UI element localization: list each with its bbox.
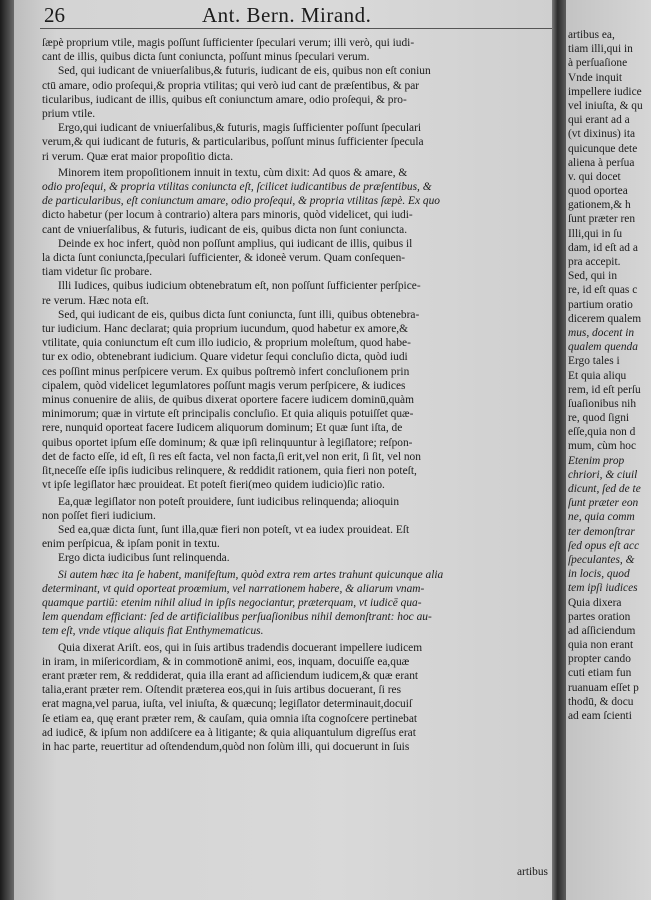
- facing-text-line: ad eam ſcienti: [568, 710, 632, 722]
- facing-text-line: à perſuaſione: [568, 57, 628, 70]
- text-line: tiam videtur ſic probare.: [42, 266, 153, 279]
- facing-text-line: dam, id eſt ad a: [568, 241, 638, 254]
- text-line: ri verum. Quæ erat maior propoſitio dicta.: [42, 150, 234, 163]
- facing-text-line: Etenim prop: [568, 454, 625, 467]
- facing-text-line: qualem quenda: [568, 341, 638, 354]
- facing-text-line: ſuaſionibus nih: [568, 397, 637, 410]
- text-line: vt ipſe legiſlator hæc prouideat. Et poteſt fieri(meo quidem iudicio)ſic ratio.: [42, 479, 385, 492]
- catchword: artibus: [516, 866, 548, 878]
- facing-text-line: impellere iudice: [568, 85, 642, 98]
- facing-text-line: qui erant ad a: [568, 114, 630, 127]
- facing-text-line: Vnde inquit: [568, 71, 623, 84]
- facing-text-line: ſunt præter eon: [568, 497, 639, 510]
- facing-text-line: mum, cùm hoc: [568, 440, 637, 453]
- text-line: tur iudicium. Hanc declarat; quia proprium iucundum, quod habetur ex amore,&: [42, 323, 408, 336]
- binding-gutter: [0, 0, 14, 900]
- text-line: enim perſpicua, & ipſam ponit in textu.: [42, 538, 220, 551]
- text-line: verum,& qui iudicant de futuris, & particularibus, poſſunt minus ſufficienter ſpecula: [42, 136, 424, 149]
- text-line: Ergo dicta iudicibus ſunt relinquenda.: [58, 552, 230, 565]
- facing-text-line: Ergo tales i: [568, 355, 620, 368]
- page-fold: [552, 0, 566, 900]
- text-line: ſæpè proprium vtile, magis poſſunt ſufficienter ſpeculari verum; illi verò, qui iudi-: [42, 37, 415, 49]
- text-line: Illi Iudices, quibus iudicium obtenebratum eſt, non poſſunt ſufficienter perſpice-: [58, 280, 421, 293]
- facing-text-line: artibus ea,: [568, 29, 615, 41]
- facing-text-line: propter cando: [568, 653, 631, 666]
- text-line: Deinde ex hoc infert, quòd non poſſunt amplius, qui iudicant de illis, quibus il: [58, 237, 413, 250]
- text-line: non poſſet fieri iudicium.: [42, 509, 156, 522]
- text-line: ſe etiam ea, quę erant præter rem, & cauſam, quia omnia iſta cognoſcere pertinebat: [42, 712, 418, 725]
- text-line: quibus oportet ipſum eſſe dominum; & quæ ipſi relinquuntur à legiſlatore; reſpon-: [42, 436, 413, 449]
- text-line: Sed, qui iudicant de vniuerſalibus,& futuris, iudicant de eis, quibus non eſt coniun: [58, 65, 431, 78]
- facing-text-line: chriori, & ciuil: [568, 468, 638, 481]
- facing-text-line: gationem,& h: [568, 199, 631, 212]
- facing-text-line: v. qui docet: [568, 170, 621, 183]
- text-line: erant præter rem, & reddiderat, quia illa erant ad aſſiciendum iudicem,& quæ erant: [42, 669, 419, 682]
- facing-text-line: ſunt præter ren: [568, 213, 636, 226]
- text-line: Si autem hæc ita ſe habent, manifeſtum, quòd extra rem artes trahunt quicunque alia: [58, 568, 444, 581]
- facing-text-line: Illi,qui in ſu: [568, 227, 623, 240]
- facing-page: [566, 0, 651, 900]
- text-line: odio proſequi, & propria vtilitas coniuncta eſt, ſcilicet iudicantibus de præſentibus, &: [42, 181, 432, 194]
- text-line: cant de vniuerſalibus, & futuris, iudicant de eis, quibus dicta non ſunt coniuncta.: [42, 223, 408, 236]
- facing-text-line: aliena à perſua: [568, 156, 635, 169]
- text-line: erat magna,vel parua, iuſta, vel iniuſta, & quæcunq; legiſlator determinauit,docuiſ: [42, 698, 413, 711]
- facing-text-line: ne, quia comm: [568, 511, 635, 524]
- text-line: vtilitate, quia coniunctum eſt cum illo iudicio, & proprium moleſtum, quod habe-: [42, 337, 411, 350]
- left-page: [14, 0, 552, 900]
- text-line: Quia dixerat Ariſt. eos, qui in ſuis artibus tradendis docuerant impellere iudicem: [58, 641, 423, 654]
- text-line: det de facto eſſe, id eſt, ſi res eſt facta, vel non facta,ſi erit,vel non erit, ſi ſit, vel non: [42, 450, 421, 463]
- text-line: Ergo,qui iudicant de vniuerſalibus,& futuris, magis ſufficienter poſſunt ſpeculari: [58, 122, 422, 135]
- text-line: talia,erant præter rem. Oſtendit præterea eos,qui in ſuis artibus docuerant, ſi res: [42, 684, 402, 697]
- text-line: ad iudicē, & ipſum non addiſcere ea à litigante; & quia aliquantulum digreſſus erat: [42, 726, 416, 739]
- text-line: la dicta ſunt coniuncta,ſpeculari ſufficienter, & idoneè verum. Quam conſequen-: [42, 252, 406, 265]
- facing-text-line: vel iniuſta, & qu: [568, 99, 643, 112]
- facing-text-line: quicunque dete: [568, 142, 638, 155]
- facing-text-line: thodū, & docu: [568, 695, 634, 708]
- facing-text-line: (vt dixinus) ita: [568, 128, 636, 141]
- text-line: lem quendam efficiant: ſed de artificialibus perſuaſionibus nihil demonſtrant: hoc au-: [42, 611, 432, 624]
- text-line: dicto habetur (per locum à contrario) altera pars minoris, quòd videlicet, qui iudi-: [42, 209, 413, 222]
- text-line: in hac parte, reuertitur ad oſtendendum,quòd non ſolùm illi, qui docuerunt in ſuis: [42, 740, 410, 753]
- text-line: re verum. Hæc nota eſt.: [42, 294, 149, 307]
- text-line: Sed ea,quæ dicta ſunt, ſunt illa,quæ fieri non poteſt, vt ea iudex prouideat. Eſt: [58, 523, 410, 536]
- text-line: in iram, in miſericordiam, & in commotionē animi, eos, inquam, docuiſſe ea,quæ: [42, 655, 410, 668]
- facing-text-line: ſed opus eſt acc: [568, 539, 640, 552]
- facing-text-line: ruanuam eſſet p: [568, 681, 639, 694]
- text-line: tem eſt, vnde vtique aliquis fiat Enthymematicus.: [42, 625, 264, 638]
- text-line: prium vtile.: [42, 108, 96, 121]
- facing-text-line: re, quod ſigni: [568, 412, 630, 425]
- facing-text-line: in locis, quod: [568, 568, 630, 581]
- facing-text-line: Et quia aliqu: [568, 369, 627, 382]
- facing-text-line: quia non erant: [568, 639, 634, 652]
- text-line: Minorem item propoſitionem innuit in textu, cùm dixit: Ad quos & amare, &: [58, 166, 408, 179]
- text-line: quamque partiū: etenim nihil aliud in ipſis negociantur, præterquam, vt iudicē qua-: [42, 596, 422, 609]
- header-rule: [40, 28, 552, 29]
- text-line: Ea,quæ legiſlator non poteſt prouidere, ſunt iudicibus relinquenda; alioquin: [58, 495, 400, 508]
- text-line: ctū amare, odio proſequi,& propria vtilitas; qui verò iud cant de præſentibus, & par: [42, 79, 420, 92]
- facing-text-line: mus, docent in: [568, 326, 635, 339]
- running-title: Ant. Bern. Mirand.: [202, 3, 372, 27]
- facing-text-line: partes oration: [568, 610, 631, 623]
- text-line: cipalem, quòd videlicet legumlatores poſſunt magis verum perſpicere, & iudices: [42, 379, 406, 392]
- text-line: Sed, qui iudicant de eis, quibus dicta ſunt coniuncta, ſunt illi, quibus obtenebra-: [58, 308, 420, 321]
- text-line: de particularibus, eſt coniunctum amare, odio proſequi, & propria vtilitas ſæpè. Ex quo: [42, 195, 441, 208]
- facing-text-line: dicunt, ſed de te: [568, 483, 641, 495]
- facing-text-line: Quia dixera: [568, 596, 622, 609]
- facing-text-line: rem, id eſt perſu: [568, 383, 641, 396]
- main-text-block: [42, 36, 547, 754]
- facing-text-line: tiam illi,qui in: [568, 43, 633, 56]
- facing-text-line: ſpeculantes, &: [568, 553, 635, 566]
- text-line: determinant, vt quid oporteat proœmium, vel narrationem habere, & aliarum vnam-: [42, 582, 425, 595]
- text-line: ces poſſint minus perſpicere verum. Ex quibus poſtremò infert concluſionem prin: [42, 365, 410, 378]
- facing-text-line: re, id eſt quas c: [568, 284, 638, 297]
- facing-text-line: quod oportea: [568, 185, 628, 198]
- text-line: minimorum; quæ in virtute eſt principalis concluſio. Et quia aliquis potuiſſet quæ-: [42, 408, 414, 421]
- facing-text-block: [568, 28, 651, 723]
- text-line: cant de illis, quibus dicta ſunt coniuncta, poſſunt minus ſpeculari verum.: [42, 51, 370, 64]
- facing-text-line: ad aſſiciendum: [568, 624, 636, 637]
- text-line: ſit,neceſſe eſſe ipſis iudicibus relinquere, & reddidit rationem, quia fieri non poteſt,: [42, 465, 417, 478]
- facing-text-line: ter demonſtrar: [568, 525, 635, 538]
- text-line: rere, nunquid oporteat facere Iudicem aliquorum dominum; Et quæ ſunt iſta, de: [42, 422, 403, 435]
- facing-text-line: pra accepit.: [568, 256, 621, 268]
- text-line: minus conuenire de aliis, de quibus dixerat oportere facere iudicem dominū,quàm: [42, 394, 414, 407]
- facing-text-line: tem ipſi iudices: [568, 582, 638, 595]
- page-number: 26: [44, 3, 65, 27]
- text-line: tur ex odio, obtenebrant iudicium. Quare videtur ſequi concluſio dicta, quòd iudi: [42, 351, 408, 364]
- facing-text-line: dicerem qualem: [568, 312, 642, 325]
- facing-text-line: partium oratio: [568, 298, 633, 311]
- facing-text-line: eſſe,quia non d: [568, 426, 636, 439]
- facing-text-line: Sed, qui in: [568, 270, 618, 283]
- text-line: ticularibus, iudicant de illis, quibus eſt coniunctum amare, odio proſequi, & pro-: [42, 93, 407, 106]
- facing-text-line: cuti etiam fun: [568, 667, 632, 680]
- page-header: [44, 2, 552, 28]
